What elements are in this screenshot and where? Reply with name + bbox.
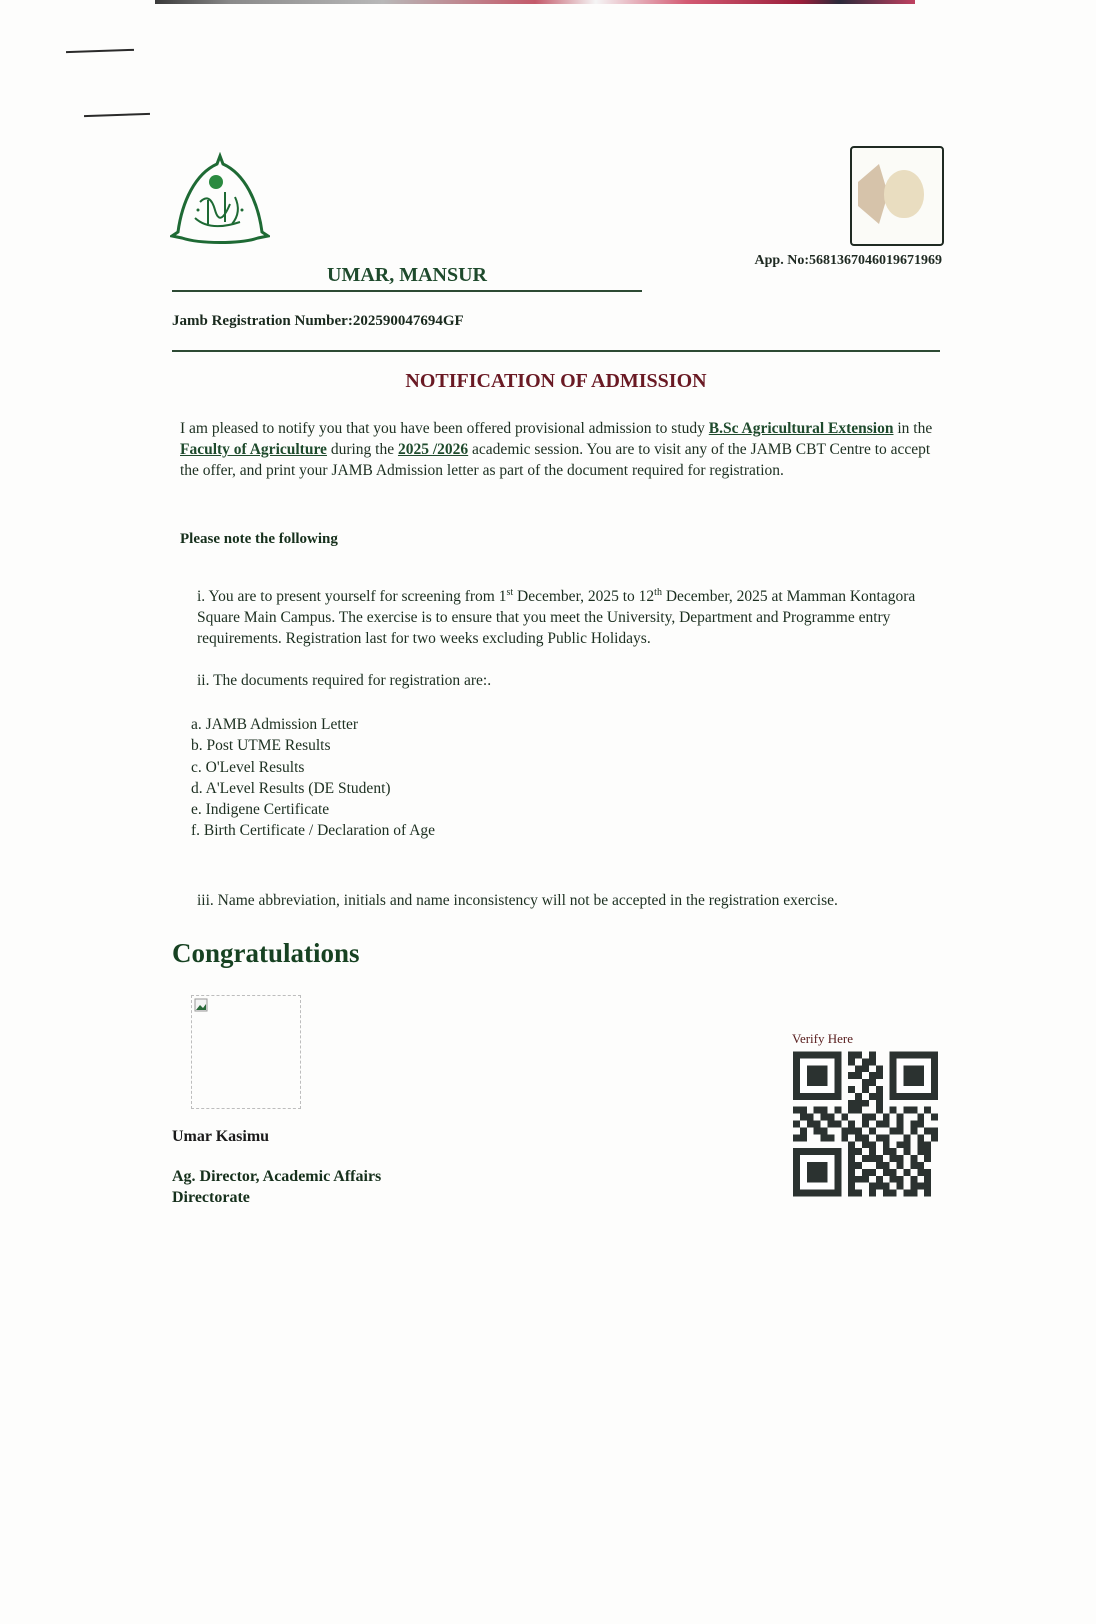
qr-module bbox=[876, 1086, 883, 1093]
qr-module bbox=[821, 1114, 828, 1121]
qr-module bbox=[903, 1134, 910, 1141]
role-line: Directorate bbox=[172, 1189, 250, 1206]
qr-module bbox=[814, 1121, 821, 1128]
qr-module bbox=[855, 1093, 862, 1100]
admission-paragraph bbox=[180, 418, 935, 481]
qr-module bbox=[855, 1072, 862, 1079]
qr-module bbox=[917, 1162, 924, 1169]
qr-module bbox=[855, 1134, 862, 1141]
verification-qr-code[interactable] bbox=[793, 1049, 938, 1199]
qr-module bbox=[897, 1155, 904, 1162]
qr-module bbox=[917, 1114, 924, 1121]
qr-module bbox=[793, 1121, 800, 1128]
qr-module bbox=[814, 1127, 821, 1134]
qr-module bbox=[848, 1107, 855, 1114]
qr-module bbox=[862, 1114, 869, 1121]
qr-module bbox=[931, 1114, 938, 1121]
qr-module bbox=[876, 1100, 883, 1107]
qr-module bbox=[883, 1162, 890, 1169]
qr-module bbox=[910, 1162, 917, 1169]
qr-module bbox=[800, 1127, 807, 1134]
university-logo-icon bbox=[170, 152, 270, 246]
item-text: i. You are to present yourself for screening from 1 bbox=[197, 588, 507, 606]
letter-title: NOTIFICATION OF ADMISSION bbox=[405, 370, 707, 392]
qr-module bbox=[848, 1176, 855, 1183]
qr-module bbox=[800, 1134, 807, 1141]
pen-mark bbox=[84, 113, 150, 117]
qr-module bbox=[841, 1114, 848, 1121]
qr-module bbox=[862, 1121, 869, 1128]
qr-module bbox=[883, 1148, 890, 1155]
qr-module bbox=[848, 1183, 855, 1190]
qr-module bbox=[897, 1176, 904, 1183]
qr-module bbox=[828, 1114, 835, 1121]
qr-module bbox=[924, 1141, 931, 1148]
qr-module bbox=[869, 1093, 876, 1100]
qr-module bbox=[841, 1127, 848, 1134]
qr-module bbox=[821, 1127, 828, 1134]
qr-module bbox=[897, 1183, 904, 1190]
verify-label: Verify Here bbox=[792, 1031, 853, 1046]
qr-module bbox=[869, 1079, 876, 1086]
signatory-name: Umar Kasimu bbox=[172, 1128, 270, 1145]
qr-module bbox=[862, 1176, 869, 1183]
qr-module bbox=[855, 1162, 862, 1169]
qr-module bbox=[834, 1107, 841, 1114]
qr-module bbox=[903, 1148, 910, 1155]
qr-module bbox=[876, 1065, 883, 1072]
qr-module bbox=[869, 1169, 876, 1176]
qr-module bbox=[883, 1169, 890, 1176]
item-text: December, 2025 at Mamman Kontagora Square Main Campus. The exercise is to ensure that you meet the University, Department and Programme entry requirements. Registration last for two weeks excluding Public Holidays. bbox=[197, 588, 916, 648]
qr-module bbox=[807, 1162, 828, 1183]
qr-module bbox=[848, 1162, 855, 1169]
scan-edge-strip bbox=[155, 0, 915, 4]
qr-module bbox=[855, 1100, 862, 1107]
qr-module bbox=[848, 1052, 855, 1059]
qr-module bbox=[897, 1141, 904, 1148]
para-text: I am pleased to notify you that you have been offered provisional admission to study bbox=[180, 420, 709, 437]
qr-module bbox=[910, 1127, 917, 1134]
qr-module bbox=[821, 1134, 828, 1141]
qr-module bbox=[924, 1148, 931, 1155]
qr-module bbox=[876, 1155, 883, 1162]
qr-module bbox=[848, 1155, 855, 1162]
qr-module bbox=[848, 1141, 855, 1148]
signatory-role bbox=[172, 1166, 381, 1208]
qr-module bbox=[869, 1114, 876, 1121]
qr-module bbox=[890, 1155, 897, 1162]
qr-module bbox=[876, 1121, 883, 1128]
qr-module bbox=[800, 1114, 807, 1121]
qr-module bbox=[876, 1176, 883, 1183]
qr-module bbox=[890, 1176, 897, 1183]
qr-module bbox=[848, 1086, 855, 1093]
divider bbox=[172, 290, 642, 292]
qr-module bbox=[903, 1141, 910, 1148]
qr-module bbox=[848, 1190, 855, 1197]
para-text: academic session. You are to visit any of the JAMB CBT Centre to accept the offer, and print your JAMB Admission letter as part of the document required for registration. bbox=[180, 441, 931, 479]
qr-module bbox=[855, 1148, 862, 1155]
qr-module bbox=[890, 1148, 897, 1155]
qr-module bbox=[931, 1127, 938, 1134]
qr-module bbox=[793, 1107, 800, 1114]
qr-module bbox=[848, 1058, 855, 1065]
qr-module bbox=[800, 1107, 807, 1114]
qr-module bbox=[876, 1134, 883, 1141]
qr-module bbox=[924, 1127, 931, 1134]
passport-photo bbox=[850, 146, 944, 246]
qr-module bbox=[883, 1121, 890, 1128]
qr-module bbox=[917, 1183, 924, 1190]
qr-module bbox=[876, 1093, 883, 1100]
qr-module bbox=[869, 1052, 876, 1059]
applicant-name: UMAR, MANSUR bbox=[327, 264, 487, 286]
qr-module bbox=[828, 1134, 835, 1141]
qr-module bbox=[807, 1121, 814, 1128]
qr-module bbox=[869, 1058, 876, 1065]
qr-module bbox=[876, 1162, 883, 1169]
pen-mark bbox=[66, 49, 134, 53]
qr-module bbox=[897, 1121, 904, 1128]
qr-module bbox=[903, 1190, 910, 1197]
instruction-screening bbox=[197, 582, 937, 649]
faculty-name: Faculty of Agriculture bbox=[180, 441, 327, 458]
qr-module bbox=[910, 1155, 917, 1162]
qr-module bbox=[924, 1107, 931, 1114]
qr-module bbox=[862, 1058, 869, 1065]
qr-module bbox=[903, 1107, 910, 1114]
instruction-documents: ii. The documents required for registration are:. bbox=[197, 672, 492, 689]
qr-module bbox=[855, 1052, 862, 1059]
qr-module bbox=[876, 1183, 883, 1190]
qr-module bbox=[855, 1127, 862, 1134]
list-item: c. O'Level Results bbox=[191, 758, 305, 776]
qr-module bbox=[862, 1155, 869, 1162]
list-item: d. A'Level Results (DE Student) bbox=[191, 779, 391, 797]
qr-module bbox=[883, 1190, 890, 1197]
qr-module bbox=[848, 1100, 855, 1107]
ordinal: th bbox=[654, 587, 662, 598]
qr-module bbox=[848, 1148, 855, 1155]
qr-module bbox=[890, 1190, 897, 1197]
qr-module bbox=[897, 1127, 904, 1134]
qr-module bbox=[917, 1121, 924, 1128]
divider bbox=[172, 350, 940, 352]
broken-image-icon bbox=[194, 998, 208, 1012]
qr-module bbox=[848, 1121, 855, 1128]
list-item: b. Post UTME Results bbox=[191, 737, 331, 755]
qr-module bbox=[855, 1065, 862, 1072]
qr-module bbox=[869, 1183, 876, 1190]
qr-module bbox=[883, 1183, 890, 1190]
programme-name: B.Sc Agricultural Extension bbox=[708, 420, 894, 437]
qr-module bbox=[917, 1134, 924, 1141]
qr-module bbox=[862, 1079, 869, 1086]
qr-module bbox=[869, 1190, 876, 1197]
qr-module bbox=[890, 1127, 897, 1134]
qr-module bbox=[910, 1107, 917, 1114]
qr-module bbox=[890, 1169, 897, 1176]
qr-module bbox=[807, 1114, 814, 1121]
qr-module bbox=[848, 1127, 855, 1134]
qr-module bbox=[862, 1169, 869, 1176]
qr-module bbox=[821, 1107, 828, 1114]
qr-module bbox=[883, 1141, 890, 1148]
qr-module bbox=[814, 1107, 821, 1114]
qr-module bbox=[862, 1086, 869, 1093]
qr-module bbox=[869, 1148, 876, 1155]
list-item: f. Birth Certificate / Declaration of Age bbox=[191, 822, 436, 840]
session: 2025 /2026 bbox=[397, 441, 469, 458]
qr-module bbox=[869, 1155, 876, 1162]
qr-module bbox=[876, 1107, 883, 1114]
role-line: Ag. Director, Academic Affairs bbox=[172, 1168, 382, 1185]
qr-module bbox=[903, 1065, 924, 1086]
qr-module bbox=[869, 1127, 876, 1134]
qr-module bbox=[848, 1169, 855, 1176]
signature-image-placeholder bbox=[191, 995, 301, 1109]
qr-module bbox=[910, 1183, 917, 1190]
qr-module bbox=[855, 1190, 862, 1197]
list-item: e. Indigene Certificate bbox=[191, 801, 330, 819]
list-item: a. JAMB Admission Letter bbox=[191, 716, 359, 733]
closing-congratulations: Congratulations bbox=[172, 938, 360, 968]
qr-module bbox=[869, 1141, 876, 1148]
required-documents-list bbox=[191, 714, 435, 842]
instruction-name-consistency: iii. Name abbreviation, initials and name inconsistency will not be accepted in the registration exercise. bbox=[197, 892, 838, 909]
qr-module bbox=[862, 1065, 869, 1072]
qr-module bbox=[924, 1190, 931, 1197]
qr-module bbox=[931, 1134, 938, 1141]
qr-module bbox=[917, 1141, 924, 1148]
qr-module bbox=[828, 1121, 835, 1128]
qr-module bbox=[834, 1121, 841, 1128]
qr-module bbox=[841, 1134, 848, 1141]
qr-module bbox=[910, 1190, 917, 1197]
jamb-registration-number: Jamb Registration Number:202590047694GF bbox=[172, 313, 464, 329]
qr-module bbox=[855, 1176, 862, 1183]
qr-module bbox=[897, 1114, 904, 1121]
para-text: during the bbox=[326, 441, 398, 458]
application-number: App. No:5681367046019671969 bbox=[754, 253, 942, 268]
qr-module bbox=[924, 1183, 931, 1190]
qr-module bbox=[917, 1148, 924, 1155]
qr-module bbox=[910, 1121, 917, 1128]
item-text: December, 2025 to 12 bbox=[513, 588, 655, 606]
qr-module bbox=[910, 1176, 917, 1183]
qr-module bbox=[876, 1072, 883, 1079]
qr-module bbox=[883, 1114, 890, 1121]
note-heading: Please note the following bbox=[180, 531, 338, 547]
qr-module bbox=[897, 1162, 904, 1169]
qr-module bbox=[862, 1141, 869, 1148]
qr-module bbox=[903, 1169, 910, 1176]
qr-module bbox=[862, 1100, 869, 1107]
ordinal: st bbox=[506, 587, 514, 598]
qr-module bbox=[924, 1176, 931, 1183]
qr-module bbox=[890, 1107, 897, 1114]
qr-module bbox=[924, 1155, 931, 1162]
qr-module bbox=[924, 1169, 931, 1176]
para-text: in the bbox=[893, 420, 933, 437]
qr-module bbox=[869, 1072, 876, 1079]
qr-module bbox=[917, 1169, 924, 1176]
qr-module bbox=[862, 1134, 869, 1141]
qr-module bbox=[807, 1065, 828, 1086]
qr-module bbox=[855, 1107, 862, 1114]
qr-module bbox=[848, 1072, 855, 1079]
qr-module bbox=[793, 1134, 800, 1141]
qr-module bbox=[883, 1134, 890, 1141]
